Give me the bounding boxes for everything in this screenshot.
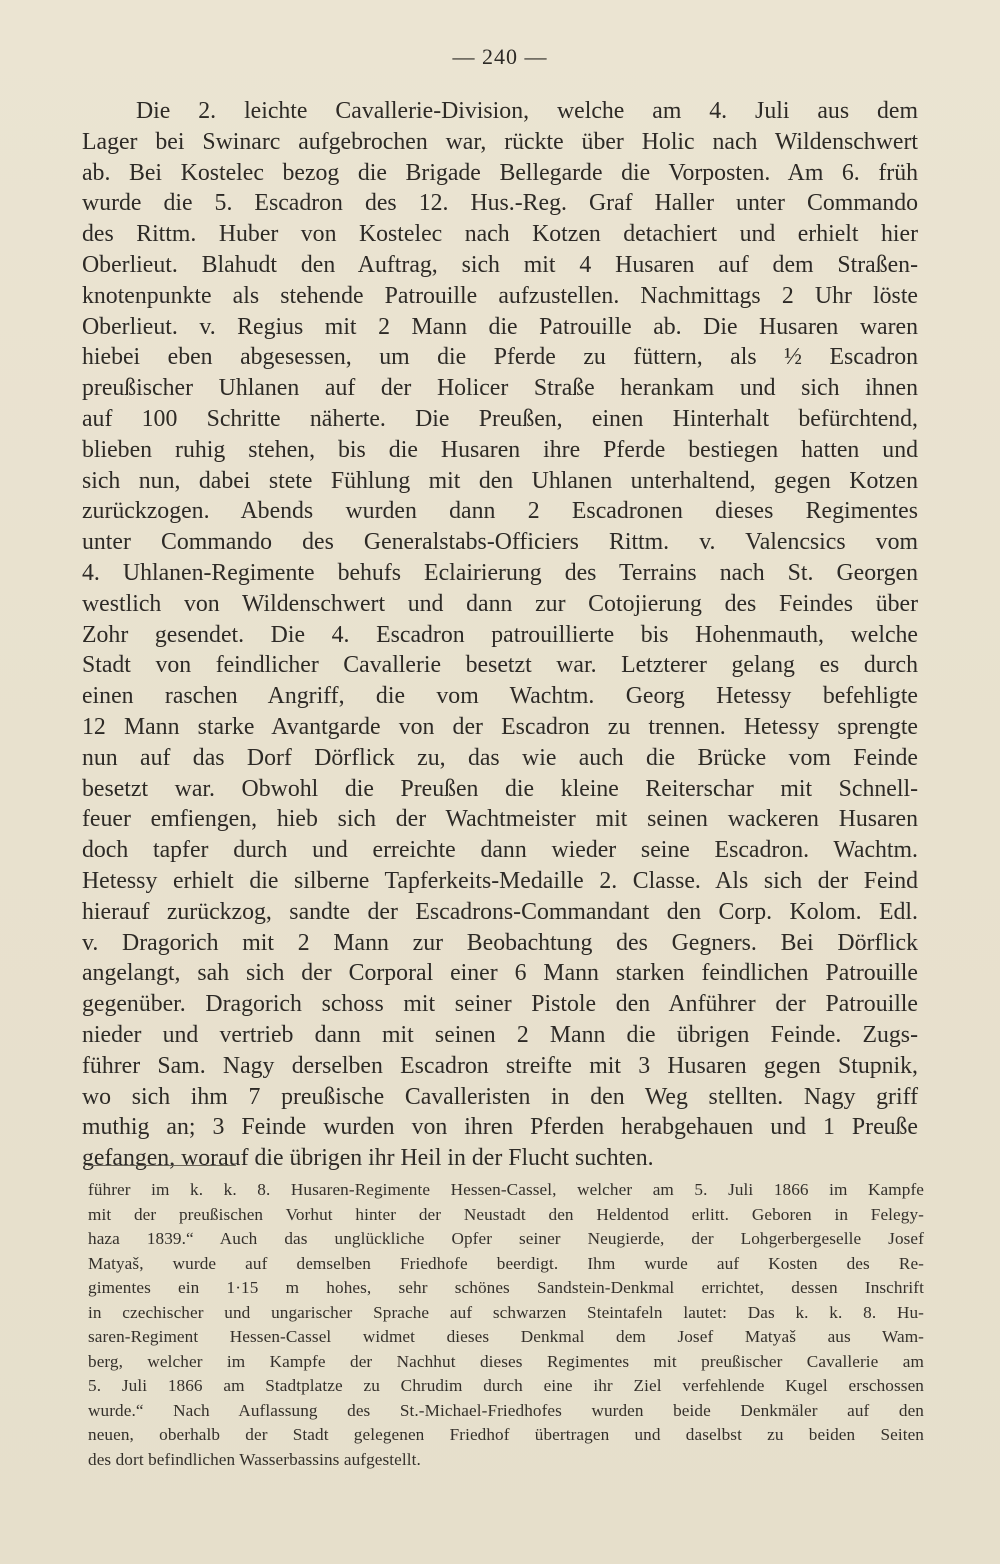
footnote-line: neuen, oberhalb der Stadt gelegenen Friedhof übertragen und daselbst zu beiden Seiten — [88, 1425, 924, 1444]
text-line: gegenüber. Dragorich schoss mit seiner Pistole den Anführer der Patrouille — [82, 991, 918, 1018]
text-line: Lager bei Swinarc aufgebrochen war, rückte über Holic nach Wildenschwert — [82, 128, 918, 155]
footnote-line: haza 1839.“ Auch das unglückliche Opfer seiner Neugierde, der Lohgerbergeselle Josef — [88, 1229, 924, 1248]
text-line: 4. Uhlanen-Regimente behufs Eclairierung des Terrains nach St. Georgen — [82, 559, 918, 586]
text-line: sich nun, dabei stete Fühlung mit den Uhlanen unterhaltend, gegen Kotzen — [82, 467, 918, 494]
text-line: wo sich ihm 7 preußische Cavalleristen in den Weg stellten. Nagy griff — [82, 1083, 918, 1110]
text-line: einen raschen Angriff, die vom Wachtm. Georg Hetessy befehligte — [82, 683, 918, 710]
footnote-line: des dort befindlichen Wasserbassins aufgestellt. — [88, 1449, 421, 1469]
text-line: hierauf zurückzog, sandte der Escadrons-Commandant den Corp. Kolom. Edl. — [82, 898, 918, 925]
footnote-line: Matyaš, wurde auf demselben Friedhofe beerdigt. Ihm wurde auf Kosten des Re- — [88, 1253, 924, 1273]
text-line: unter Commando des Generalstabs-Officiers Rittm. v. Valencsics vom — [82, 529, 918, 556]
text-line: auf 100 Schritte näherte. Die Preußen, einen Hinterhalt befürchtend, — [82, 405, 918, 432]
text-line: doch tapfer durch und erreichte dann wieder seine Escadron. Wachtm. — [82, 837, 918, 864]
text-line: Die 2. leichte Cavallerie-Division, welche am 4. Juli aus dem — [136, 98, 918, 124]
text-line: hiebei eben abgesessen, um die Pferde zu füttern, als ½ Escadron — [82, 344, 918, 371]
text-line: Hetessy erhielt die silberne Tapferkeits-Medaille 2. Classe. Als sich der Feind — [82, 867, 918, 894]
text-line: Zohr gesendet. Die 4. Escadron patrouillierte bis Hohenmauth, welche — [82, 621, 918, 648]
text-line: westlich von Wildenschwert und dann zur Cotojierung des Feindes über — [82, 590, 918, 617]
footnote — [88, 1178, 924, 1472]
text-line: Oberlieut. Blahudt den Auftrag, sich mit 4 Husaren auf dem Straßen- — [82, 251, 918, 278]
text-line: 12 Mann starke Avantgarde von der Escadron zu trennen. Hetessy sprengte — [82, 713, 918, 740]
text-line: wurde die 5. Escadron des 12. Hus.-Reg. Graf Haller unter Commando — [82, 190, 918, 217]
footnote-line: berg, welcher im Kampfe der Nachhut dieses Regimentes mit preußischer Cavallerie am — [88, 1351, 924, 1371]
page-number: — 240 — — [452, 44, 548, 69]
text-line: nieder und vertrieb dann mit seinen 2 Mann die übrigen Feinde. Zugs- — [82, 1021, 918, 1048]
text-line: ab. Bei Kostelec bezog die Brigade Bellegarde die Vorposten. Am 6. früh — [82, 159, 918, 186]
footnote-line: in czechischer und ungarischer Sprache auf schwarzen Steintafeln lautet: Das k. k. 8. Hu- — [88, 1302, 924, 1322]
text-line: des Rittm. Huber von Kostelec nach Kotzen detachiert und erhielt hier — [82, 221, 918, 248]
footnote-line: mit der preußischen Vorhut hinter der Neustadt den Heldentod erlitt. Geboren in Felegy- — [88, 1204, 924, 1224]
main-text — [82, 96, 918, 1174]
text-line: Oberlieut. v. Regius mit 2 Mann die Patrouille ab. Die Husaren waren — [82, 313, 918, 340]
text-line: preußischer Uhlanen auf der Holicer Straße herankam und sich ihnen — [82, 375, 918, 402]
text-line: besetzt war. Obwohl die Preußen die kleine Reiterschar mit Schnell- — [82, 775, 918, 802]
footnote-line: führer im k. k. 8. Husaren-Regimente Hessen-Cassel, welcher am 5. Juli 1866 im Kampfe — [88, 1180, 924, 1199]
footnote-line: gimentes ein 1·15 m hohes, sehr schönes Sandstein-Denkmal errichtet, dessen Inschrift — [88, 1278, 924, 1297]
text-line: führer Sam. Nagy derselben Escadron streifte mit 3 Husaren gegen Stupnik, — [82, 1052, 918, 1079]
text-line: angelangt, sah sich der Corporal einer 6 Mann starken feindlichen Patrouille — [82, 960, 918, 987]
text-line: gefangen, worauf die übrigen ihr Heil in der Flucht suchten. — [82, 1145, 654, 1172]
text-line: knotenpunkte als stehende Patrouille aufzustellen. Nachmittags 2 Uhr löste — [82, 282, 918, 309]
footnote-line: wurde.“ Nach Auflassung des St.-Michael-Friedhofes wurden beide Denkmäler auf den — [88, 1400, 924, 1420]
footnote-line: saren-Regiment Hessen-Cassel widmet dieses Denkmal dem Josef Matyaš aus Wam- — [88, 1327, 924, 1346]
text-line: feuer emfiengen, hieb sich der Wachtmeister mit seinen wackeren Husaren — [82, 806, 918, 833]
text-line: muthig an; 3 Feinde wurden von ihren Pferden herabgehauen und 1 Preuße — [82, 1114, 918, 1141]
text-line: blieben ruhig stehen, bis die Husaren ihre Pferde bestiegen hatten und — [82, 436, 918, 463]
text-line: Stadt von feindlicher Cavallerie besetzt war. Letzterer gelang es durch — [82, 652, 918, 679]
text-line: zurückzogen. Abends wurden dann 2 Escadronen dieses Regimentes — [82, 498, 918, 525]
text-line: v. Dragorich mit 2 Mann zur Beobachtung des Gegners. Bei Dörflick — [82, 929, 918, 956]
footnote-line: 5. Juli 1866 am Stadtplatze zu Chrudim durch eine ihr Ziel verfehlende Kugel erschossen — [88, 1376, 924, 1395]
text-line: nun auf das Dorf Dörflick zu, das wie auch die Brücke vom Feinde — [82, 744, 918, 771]
footnote-divider — [88, 1165, 236, 1166]
